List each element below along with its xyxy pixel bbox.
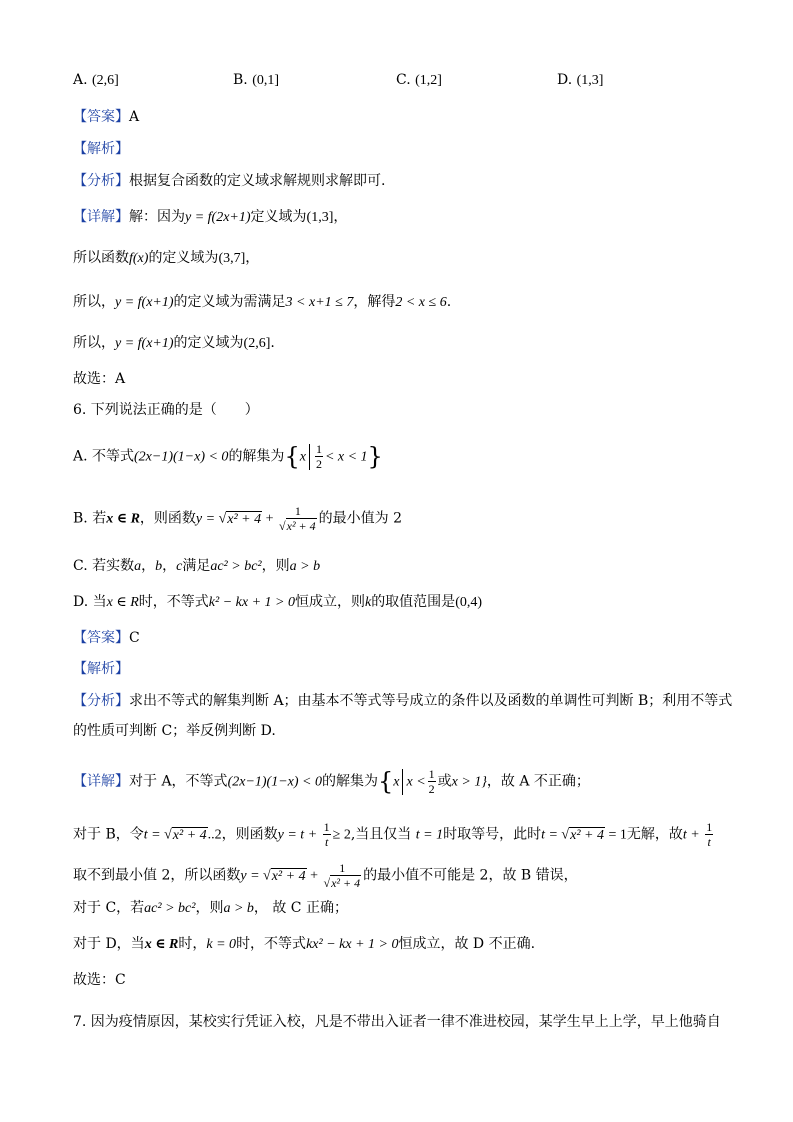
q5-choose: 故选：A xyxy=(73,371,126,387)
q6-choose: 故选：C xyxy=(73,972,126,988)
option-a: A. (2,6] xyxy=(73,72,119,88)
q6-detail-4: 对于 C，若ac² > bc²，则a > b， 故 C 正确； xyxy=(73,900,348,916)
q5-detail-3: 所以，y = f(x+1)的定义域为需满足3 < x+1 ≤ 7，解得2 < x ≤ 6. xyxy=(73,294,452,310)
q5-answer: 【答案】A xyxy=(73,109,140,125)
q7-stem: 7. 因为疫情原因，某校实行凭证入校，凡是不带出入证者一律不准进校园，某学生早上上学，早上他骑自 xyxy=(73,1014,721,1030)
q6-detail-3: 取不到最小值 2，所以函数y = √x² + 4 + $\frac{1}{\text{√x² + 4}}$ 的最小值不可能是 2，故 B 错误， xyxy=(73,861,578,890)
q5-detail-4: 所以，y = f(x+1)的定义域为(2,6]. xyxy=(73,335,275,351)
q6-answer: 【答案】C xyxy=(73,630,140,646)
q6-detail-2: 对于 B，令t = √x² + 4..2，则函数y = t + $\frac{1}{t}$ ≥ 2,当且仅当 t = 1时取等号，此时t = √x² + 4 = 1无解，故t + $\frac{1}{t}$ xyxy=(73,820,713,849)
q6-jiexi-tag: 【解析】 xyxy=(73,661,129,677)
q6-fenxi-2: 的性质可判断 C；举反例判断 D. xyxy=(73,723,276,739)
q6-option-a: A. 不等式(2x−1)(1−x) < 0的解集为{x $\frac{1}{2}$ < x < 1} xyxy=(73,442,383,471)
option-c: C. (1,2] xyxy=(396,72,442,88)
q6-stem: 6. 下列说法正确的是（ ） xyxy=(73,402,259,418)
q6-detail-5: 对于 D，当x ∈ R时，k = 0时，不等式kx² − kx + 1 > 0恒成立，故 D 不正确. xyxy=(73,936,536,952)
q5-jiexi-tag: 【解析】 xyxy=(73,141,129,157)
q5-fenxi: 【分析】根据复合函数的定义域求解规则求解即可. xyxy=(73,173,386,189)
q6-option-d: D. 当x ∈ R时，不等式k² − kx + 1 > 0恒成立，则k的取值范围是(0,4) xyxy=(73,594,483,610)
q5-detail-1: 【详解】解：因为y = f(2x+1)定义域为(1,3]， xyxy=(73,209,348,225)
q5-detail-2: 所以函数f(x)的定义域为(3,7]， xyxy=(73,250,260,266)
q6-option-b: B. 若x ∈ R，则函数y = √x² + 4 + $\frac{1}{\text{√x² + 4}}$ 的最小值为 2 xyxy=(73,504,403,533)
q6-detail-1: 【详解】对于 A，不等式(2x−1)(1−x) < 0的解集为{x x < $\frac{1}{2}$ 或x > 1}，故 A 不正确； xyxy=(73,767,590,796)
q6-option-c: C. 若实数a，b，c满足ac² > bc²，则a > b xyxy=(73,558,321,574)
q6-fenxi-1: 【分析】求出不等式的解集判断 A；由基本不等式等号成立的条件以及函数的单调性可判断 B；利用不等式 xyxy=(73,693,733,709)
option-d: D. (1,3] xyxy=(557,72,604,88)
option-b: B. (0,1] xyxy=(233,72,280,88)
